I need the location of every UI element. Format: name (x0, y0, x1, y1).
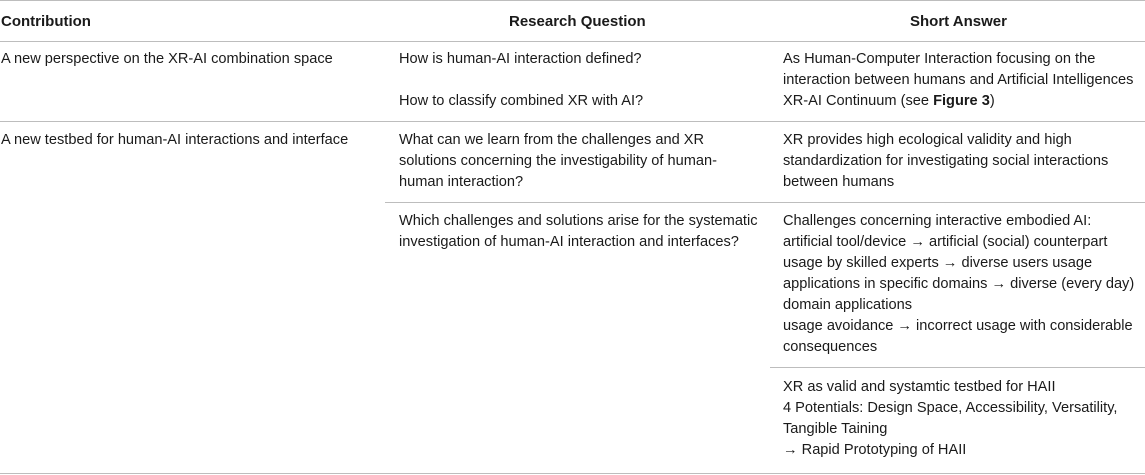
answer-line: consequences (783, 339, 878, 355)
row-2-bottom-rule (385, 202, 1145, 203)
header-bottom-rule (0, 41, 1145, 42)
row-3-question (399, 211, 758, 253)
answer-text: XR-AI Continuum (see (783, 93, 934, 109)
row-1-answer-1 (783, 49, 1133, 91)
answer-line: usage avoidance → incorrect usage with considerable (783, 318, 1133, 334)
answer-line: domain applications (783, 297, 912, 313)
answer-line: XR provides high ecological validity and high (783, 132, 1072, 148)
row-2-contribution: A new testbed for human-AI interactions and interface (1, 132, 349, 148)
answer-line: standardization for investigating social interactions (783, 153, 1109, 169)
answer-line: As Human-Computer Interaction focusing on the (783, 51, 1096, 67)
table-bottom-rule (0, 473, 1145, 474)
row-1-question-1: How is human-AI interaction defined? (399, 51, 642, 67)
answer-line: interaction between humans and Artificial Intelligences (783, 72, 1134, 88)
figure-reference: Figure 3 (933, 93, 990, 109)
answer-line: between humans (783, 174, 895, 190)
answer-line: artificial tool/device → artificial (social) counterpart (783, 234, 1108, 250)
answer-line: XR as valid and systamtic testbed for HAII (783, 379, 1056, 395)
question-line: Which challenges and solutions arise for the systematic (399, 213, 758, 229)
table-top-rule (0, 0, 1145, 1)
row-1-answer-2 (783, 91, 995, 112)
row-3-answer (783, 211, 1134, 358)
header-contribution: Contribution (1, 13, 91, 30)
answer-line: → Rapid Prototyping of HAII (783, 442, 967, 458)
question-line: human interaction? (399, 174, 524, 190)
answer-line: Tangible Taining (783, 421, 888, 437)
answer-line: 4 Potentials: Design Space, Accessibility, Versatility, (783, 400, 1118, 416)
answer-text-end: ) (989, 93, 995, 109)
row-2-answer (783, 130, 1108, 193)
row-3-bottom-rule (770, 367, 1145, 368)
answer-line: usage by skilled experts → diverse users usage (783, 255, 1093, 271)
question-line: solutions concerning the investigability of human- (399, 153, 717, 169)
question-line: investigation of human-AI interaction and interfaces? (399, 234, 739, 250)
answer-line: applications in specific domains → diverse (every day) (783, 276, 1135, 292)
header-short-answer: Short Answer (910, 13, 1007, 30)
answer-line: Challenges concerning interactive embodied AI: (783, 213, 1092, 229)
row-1-bottom-rule (0, 121, 1145, 122)
question-line: What can we learn from the challenges and XR (399, 132, 705, 148)
row-1-question-2: How to classify combined XR with AI? (399, 93, 644, 109)
row-2-question (399, 130, 717, 193)
row-4-answer (783, 377, 1117, 461)
row-1-contribution: A new perspective on the XR-AI combination space (1, 51, 333, 67)
header-research-question: Research Question (509, 13, 646, 30)
